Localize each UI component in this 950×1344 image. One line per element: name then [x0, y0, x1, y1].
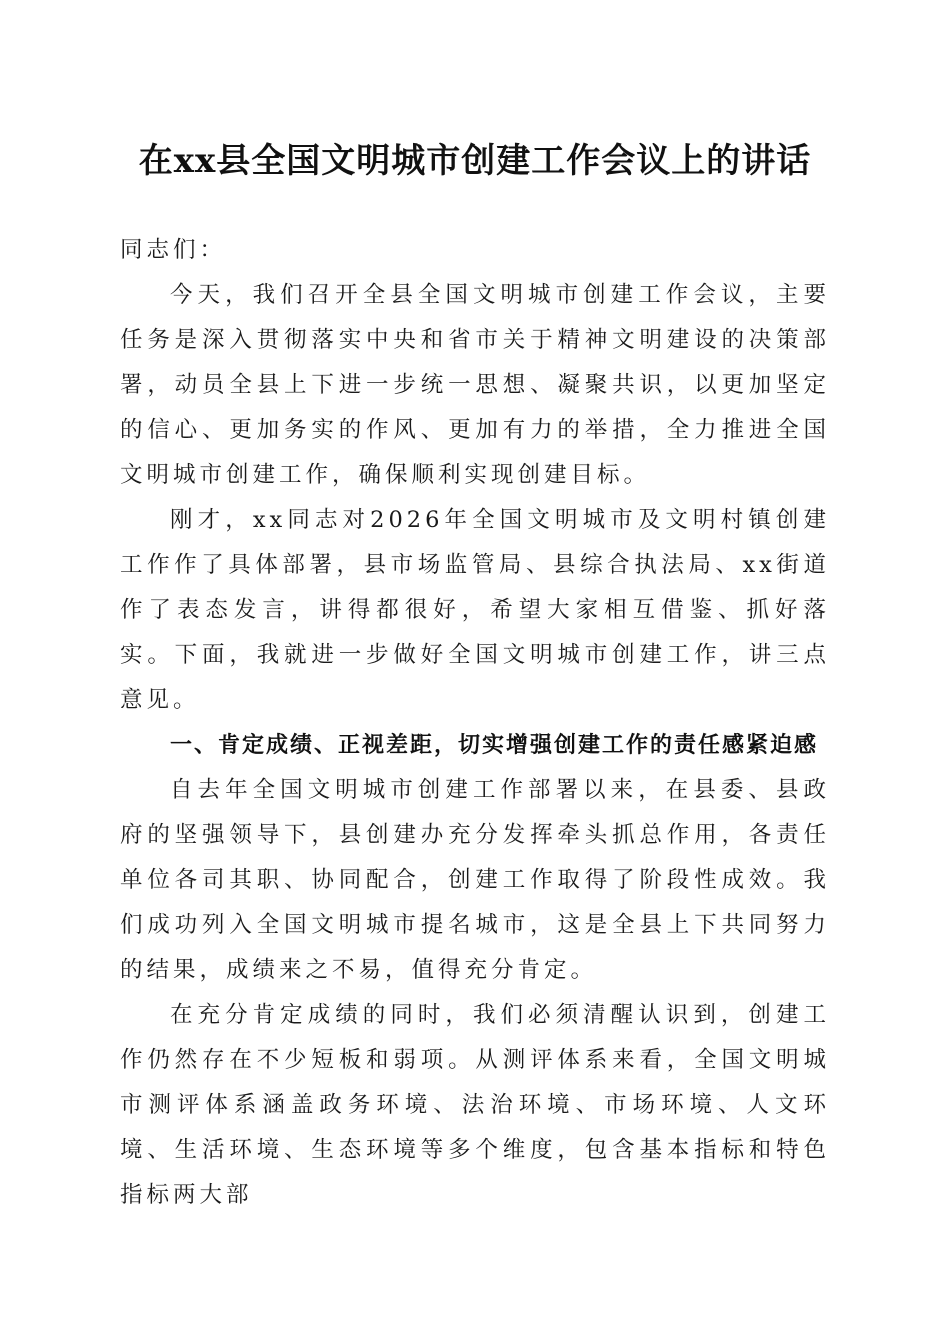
paragraph-shortcomings: 在充分肯定成绩的同时，我们必须清醒认识到，创建工作仍然存在不少短板和弱项。从测评体系来看，全国文明城市测评体系涵盖政务环境、法治环境、市场环境、人文环境、生活环境、生态环境等多个维度，包含基本指标和特色指标两大部 [120, 1002, 830, 1208]
document-body [120, 228, 830, 1218]
document-title: 在xx县全国文明城市创建工作会议上的讲话 [138, 141, 812, 181]
salutation: 同志们： [120, 237, 227, 263]
paragraph-opening: 今天，我们召开全县全国文明城市创建工作会议，主要任务是深入贯彻落实中央和省市关于精神文明建设的决策部署，动员全县上下进一步统一思想、凝聚共识，以更加坚定的信心、更加务实的作风、更加有力的举措，全力推进全国文明城市创建工作，确保顺利实现创建目标。 [120, 282, 830, 488]
section-heading-1: 一、肯定成绩、正视差距，切实增强创建工作的责任感紧迫感 [170, 733, 819, 758]
paragraph-achievements: 自去年全国文明城市创建工作部署以来，在县委、县政府的坚强领导下，县创建办充分发挥牵头抓总作用，各责任单位各司其职、协同配合，创建工作取得了阶段性成效。我们成功列入全国文明城市提名城市，这是全县上下共同努力的结果，成绩来之不易，值得充分肯定。 [120, 777, 830, 983]
paragraph-agenda: 刚才，xx同志对2026年全国文明城市及文明村镇创建工作作了具体部署，县市场监管局、县综合执法局、xx街道作了表态发言，讲得都很好，希望大家相互借鉴、抓好落实。下面，我就进一步做好全国文明城市创建工作，讲三点意见。 [120, 507, 830, 713]
